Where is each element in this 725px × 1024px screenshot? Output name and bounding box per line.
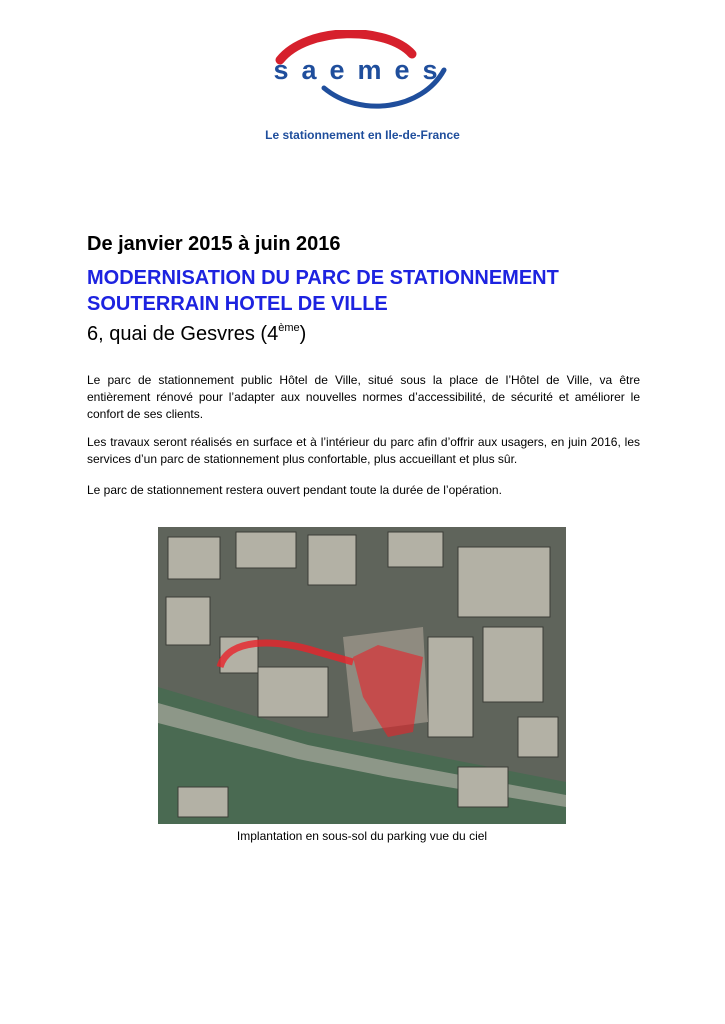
- date-title: De janvier 2015 à juin 2016: [87, 233, 341, 255]
- paragraph-works: Les travaux seront réalisés en surface et à l’intérieur du parc afin d’offrir aux usagers, en juin 2016, les services d’un parc de stationnement plus confortable, plus accueillant et plus sûr.: [87, 435, 640, 466]
- aerial-photo: [158, 527, 566, 824]
- address-close: ): [299, 323, 307, 345]
- address-text: 6, quai de Gesvres (4: [87, 323, 279, 345]
- address-superscript: ème: [278, 322, 300, 334]
- aerial-map-graphic: [158, 527, 566, 824]
- address: [87, 322, 640, 346]
- saemes-logo-graphic: [262, 30, 462, 126]
- main-title: [87, 265, 640, 317]
- saemes-logo: [262, 30, 462, 126]
- main-title-line-1: MODERNISATION DU PARC DE STATIONNEMENT: [87, 267, 559, 289]
- photo-caption: Implantation en sous-sol du parking vue du ciel: [236, 829, 488, 843]
- tagline: Le stationnement en Ile-de-France: [265, 128, 460, 142]
- logo-wordmark: saemes: [273, 55, 451, 85]
- paragraph-open: Le parc de stationnement restera ouvert pendant toute la durée de l’opération.: [87, 483, 502, 497]
- paragraph-intro: Le parc de stationnement public Hôtel de Ville, situé sous la place de l’Hôtel de Ville, va être entièrement rénové pour l’adapter aux nouvelles normes d’accessibilité, de sécurité et améliorer le confort de ses clients.: [87, 373, 640, 421]
- main-title-line-2: SOUTERRAIN HOTEL DE VILLE: [87, 293, 388, 315]
